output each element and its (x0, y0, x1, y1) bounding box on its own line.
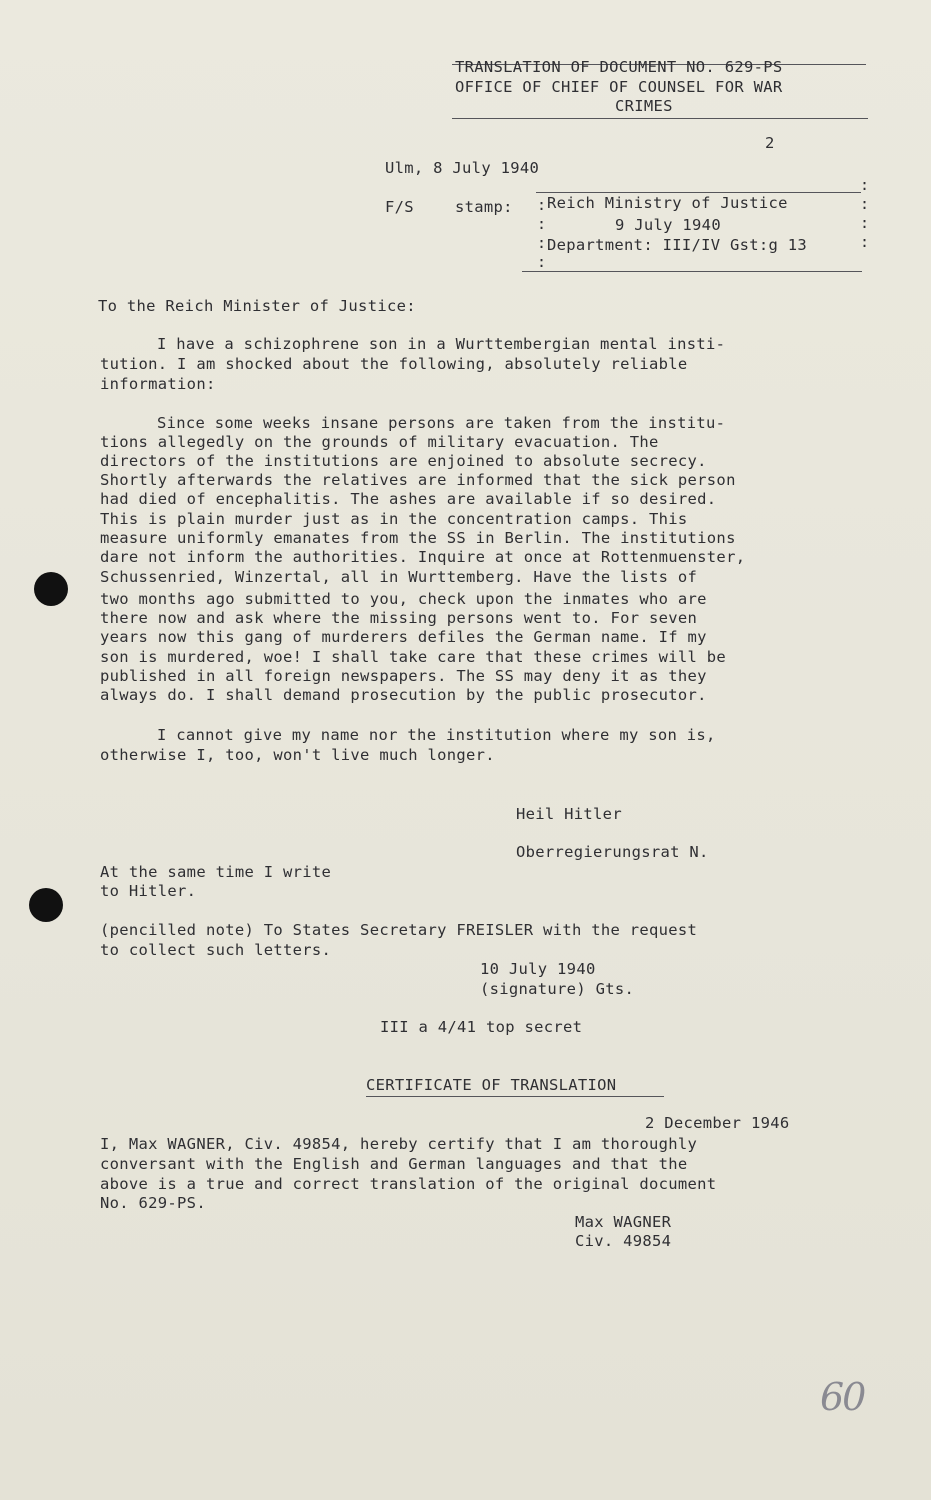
header-bottom-rule (452, 118, 868, 119)
stamp-border-right: : : : : (860, 176, 870, 251)
para2-line: son is murdered, woe! I shall take care that these crimes will be (100, 648, 727, 666)
para1-line: I have a schizophrene son in a Wurttembergian mental insti- (157, 335, 726, 353)
certificate-body-line: No. 629-PS. (100, 1194, 206, 1212)
folio-number: 60 (820, 1375, 865, 1419)
header-title-line2: OFFICE OF CHIEF OF COUNSEL FOR WAR (455, 78, 783, 96)
place-date: Ulm, 8 July 1940 (385, 159, 540, 177)
closing: Heil Hitler (516, 805, 622, 823)
pencil-note-line: to collect such letters. (100, 941, 332, 959)
stamp-top-rule (536, 192, 861, 193)
stamp-bottom-rule (522, 271, 862, 272)
certificate-body-line: above is a true and correct translation of the original document (100, 1175, 717, 1193)
para2-line: Since some weeks insane persons are taken from the institu- (157, 414, 726, 432)
certificate-title: CERTIFICATE OF TRANSLATION (366, 1076, 617, 1094)
stamp-label: stamp: (455, 198, 513, 216)
para2-line: This is plain murder just as in the concentration camps. This (100, 510, 688, 528)
fs-label: F/S (385, 198, 414, 216)
para2-line: two months ago submitted to you, check upon the inmates who are (100, 590, 707, 608)
para2-line: directors of the institutions are enjoined to absolute secrecy. (100, 452, 707, 470)
signatory: Oberregierungsrat N. (516, 843, 709, 861)
classification: III a 4/41 top secret (380, 1018, 583, 1036)
side-note-line: to Hitler. (100, 882, 197, 900)
certificate-title-underline (366, 1096, 664, 1097)
page-number: 2 (765, 134, 775, 152)
certificate-name: Max WAGNER (575, 1213, 672, 1231)
stamp-border-left: : : : : (537, 196, 547, 271)
header-title-line1: TRANSLATION OF DOCUMENT NO. 629-PS (455, 58, 783, 76)
stamp-line3: Department: III/IV Gst:g 13 (547, 236, 808, 254)
para2-line: there now and ask where the missing persons went to. For seven (100, 609, 698, 627)
para1-line: tution. I am shocked about the following, absolutely reliable (100, 355, 688, 373)
para2-line: measure uniformly emanates from the SS in Berlin. The institutions (100, 529, 736, 547)
para2-line: Shortly afterwards the relatives are informed that the sick person (100, 471, 736, 489)
salutation: To the Reich Minister of Justice: (98, 297, 416, 315)
certificate-body-line: I, Max WAGNER, Civ. 49854, hereby certify that I am thoroughly (100, 1135, 698, 1153)
para3-line: otherwise I, too, won't live much longer. (100, 746, 495, 764)
header-title-line3: CRIMES (615, 97, 673, 115)
punch-hole (29, 888, 63, 922)
para2-line: always do. I shall demand prosecution by the public prosecutor. (100, 686, 707, 704)
certificate-civ: Civ. 49854 (575, 1232, 672, 1250)
para2-line: tions allegedly on the grounds of military evacuation. The (100, 433, 659, 451)
para2-line: years now this gang of murderers defiles the German name. If my (100, 628, 707, 646)
stamp-line1: Reich Ministry of Justice (547, 194, 788, 212)
certificate-body-line: conversant with the English and German languages and that the (100, 1155, 688, 1173)
note-date: 10 July 1940 (480, 960, 596, 978)
pencil-note-line: (pencilled note) To States Secretary FREISLER with the request (100, 921, 698, 939)
side-note-line: At the same time I write (100, 863, 332, 881)
punch-hole (34, 572, 68, 606)
certificate-date: 2 December 1946 (645, 1114, 790, 1132)
para1-line: information: (100, 375, 216, 393)
para3-line: I cannot give my name nor the institution where my son is, (157, 726, 716, 744)
para2-line: Schussenried, Winzertal, all in Wurttemberg. Have the lists of (100, 568, 698, 586)
para2-line: published in all foreign newspapers. The SS may deny it as they (100, 667, 707, 685)
note-signature: (signature) Gts. (480, 980, 635, 998)
stamp-line2: 9 July 1940 (615, 216, 721, 234)
para2-line: dare not inform the authorities. Inquire at once at Rottenmuenster, (100, 548, 746, 566)
para2-line: had died of encephalitis. The ashes are available if so desired. (100, 490, 717, 508)
